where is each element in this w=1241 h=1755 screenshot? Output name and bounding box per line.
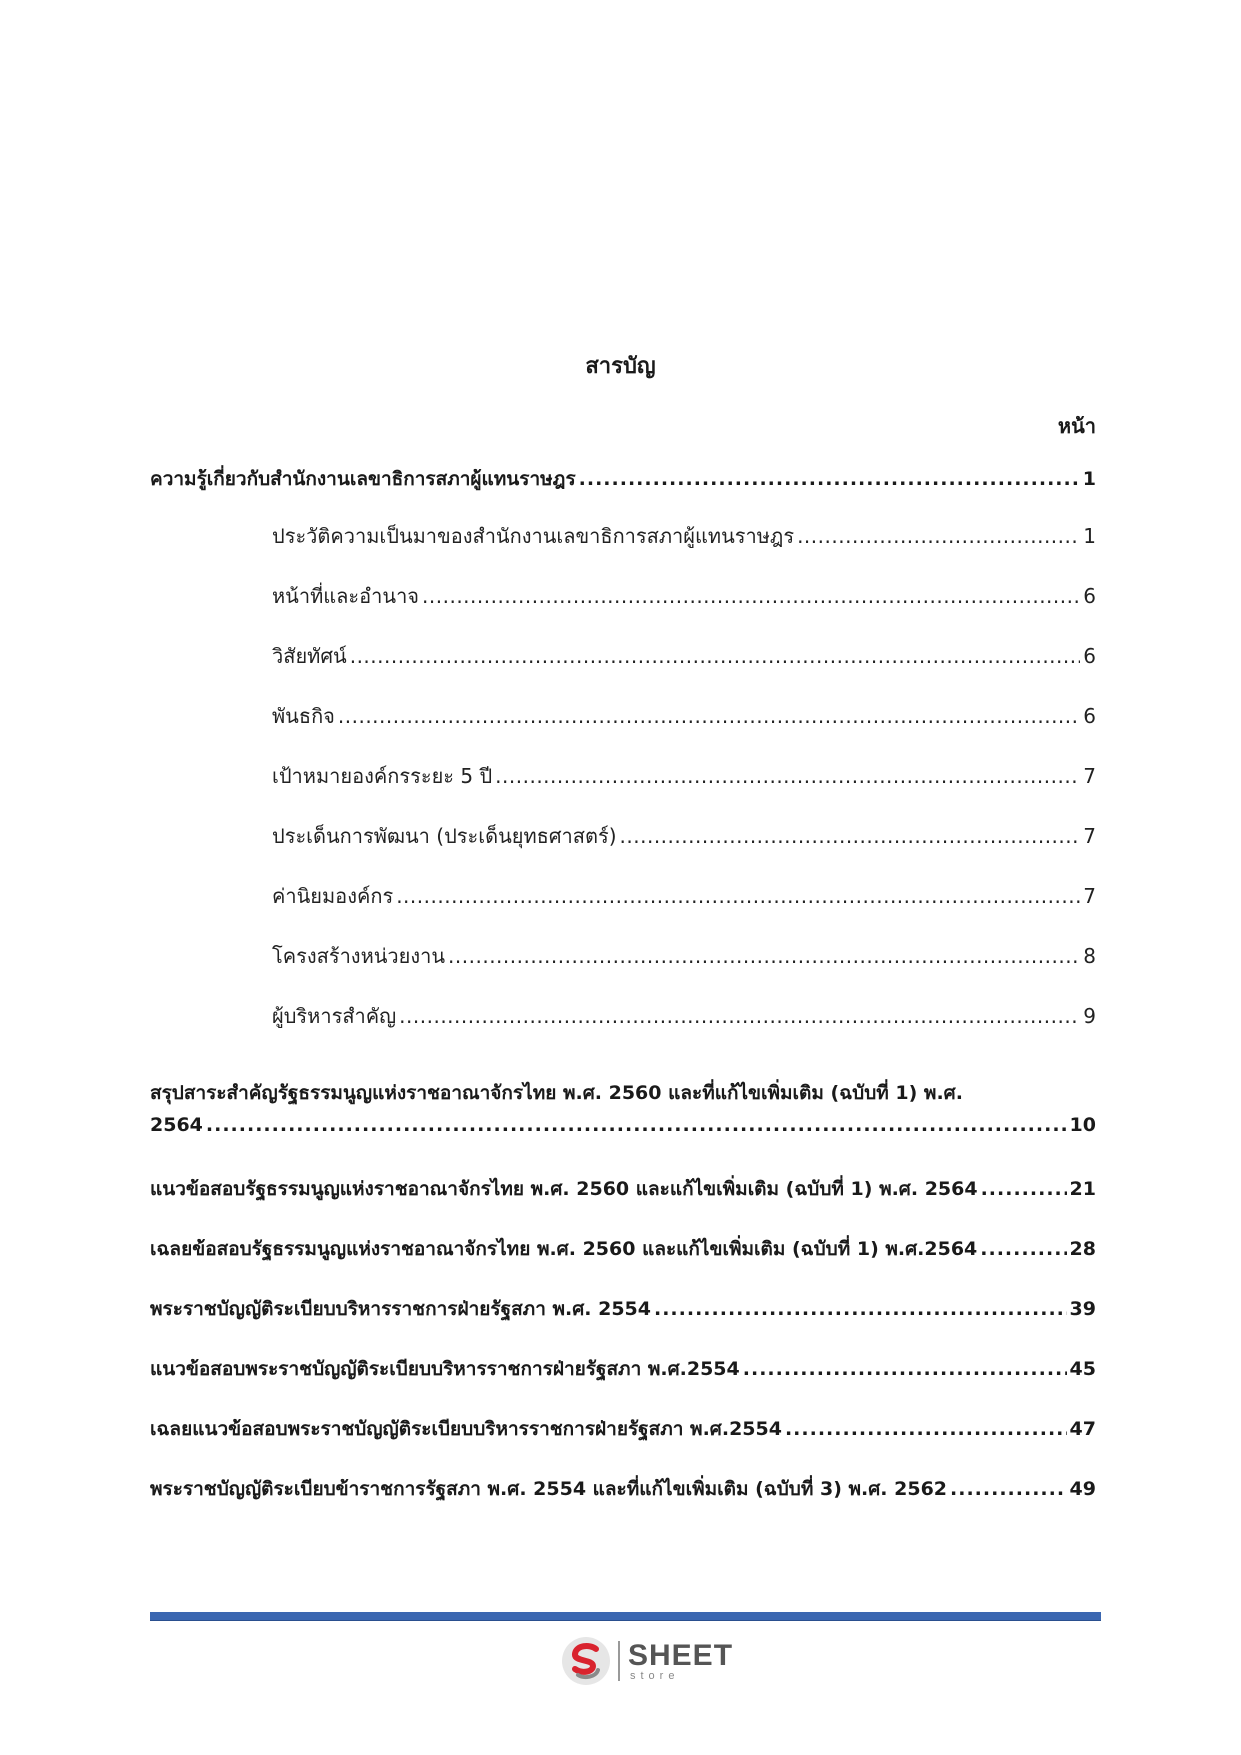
toc-entry-label: หน้าที่และอำนาจ bbox=[272, 584, 420, 608]
toc-entry-label: ค่านิยมองค์กร bbox=[272, 884, 394, 908]
toc-entry-page: 1 bbox=[1083, 524, 1096, 548]
toc-entry-sub[interactable] bbox=[272, 640, 1096, 672]
footer-rule bbox=[150, 1612, 1101, 1621]
toc-entry-page: 8 bbox=[1083, 944, 1096, 968]
toc-entry-label: ประวัติความเป็นมาของสำนักงานเลขาธิการสภาผู้แทนราษฎร bbox=[272, 524, 795, 548]
toc-entry-main-line1[interactable]: สรุปสาระสำคัญรัฐธรรมนูญแห่งราชอาณาจักรไทย พ.ศ. 2560 และที่แก้ไขเพิ่มเติม (ฉบับที่ 1) พ.ศ. bbox=[150, 1082, 963, 1104]
toc-entry-page: 47 bbox=[1069, 1418, 1096, 1440]
dot-leader bbox=[396, 884, 1080, 908]
toc-entry-sub[interactable] bbox=[272, 820, 1096, 852]
toc-entry-label: พระราชบัญญัติระเบียบข้าราชการรัฐสภา พ.ศ. 2554 และที่แก้ไขเพิ่มเติม (ฉบับที่ 3) พ.ศ. 2562 bbox=[150, 1478, 948, 1500]
toc-entry-sub[interactable] bbox=[272, 940, 1096, 972]
dot-leader bbox=[785, 1418, 1067, 1440]
toc-entry-main[interactable] bbox=[150, 1234, 1096, 1264]
dot-leader bbox=[797, 524, 1080, 548]
toc-entry-page: 6 bbox=[1083, 584, 1096, 608]
dot-leader bbox=[448, 944, 1080, 968]
page-column-label: หน้า bbox=[1057, 414, 1096, 438]
toc-entry-page: 10 bbox=[1069, 1114, 1096, 1136]
toc-entry-main[interactable] bbox=[150, 464, 1096, 494]
toc-entry-page: 21 bbox=[1069, 1178, 1096, 1200]
dot-leader bbox=[206, 1114, 1067, 1136]
toc-entry-page: 7 bbox=[1083, 764, 1096, 788]
toc-entry-main[interactable] bbox=[150, 1474, 1096, 1504]
toc-entry-page: 7 bbox=[1083, 824, 1096, 848]
dot-leader bbox=[654, 1298, 1067, 1320]
toc-entry-main[interactable] bbox=[150, 1294, 1096, 1324]
dot-leader bbox=[981, 1178, 1067, 1200]
toc-entry-sub[interactable] bbox=[272, 880, 1096, 912]
toc-entry-page: 49 bbox=[1069, 1478, 1096, 1500]
dot-leader bbox=[350, 644, 1081, 668]
toc-entry-main[interactable] bbox=[150, 1354, 1096, 1384]
toc-entry-label: เฉลยแนวข้อสอบพระราชบัญญัติระเบียบบริหารราชการฝ่ายรัฐสภา พ.ศ.2554 bbox=[150, 1418, 782, 1440]
logo-divider bbox=[618, 1641, 620, 1681]
dot-leader bbox=[399, 1004, 1080, 1028]
toc-entry-page: 45 bbox=[1069, 1358, 1096, 1380]
toc-entry-label: 2564 bbox=[150, 1114, 203, 1136]
toc-entry-label: แนวข้อสอบรัฐธรรมนูญแห่งราชอาณาจักรไทย พ.ศ. 2560 และแก้ไขเพิ่มเติม (ฉบับที่ 1) พ.ศ. 2564 bbox=[150, 1178, 978, 1200]
toc-entry-label: พระราชบัญญัติระเบียบบริหารราชการฝ่ายรัฐสภา พ.ศ. 2554 bbox=[150, 1298, 651, 1320]
dot-leader bbox=[422, 584, 1080, 608]
toc-entry-sub[interactable] bbox=[272, 520, 1096, 552]
toc-entry-label: โครงสร้างหน่วยงาน bbox=[272, 944, 446, 968]
toc-entry-page: 6 bbox=[1083, 704, 1096, 728]
toc-entry-sub[interactable] bbox=[272, 1000, 1096, 1032]
toc-entry-label: พันธกิจ bbox=[272, 704, 335, 728]
dot-leader bbox=[495, 764, 1080, 788]
toc-entry-page: 7 bbox=[1083, 884, 1096, 908]
toc-entry-label: ผู้บริหารสำคัญ bbox=[272, 1004, 397, 1028]
toc-entry-page: 9 bbox=[1083, 1004, 1096, 1028]
toc-entry-main[interactable] bbox=[150, 1114, 1096, 1136]
toc-entry-sub[interactable] bbox=[272, 580, 1096, 612]
dot-leader bbox=[620, 824, 1081, 848]
toc-entry-label: ประเด็นการพัฒนา (ประเด็นยุทธศาสตร์) bbox=[272, 824, 617, 848]
toc-entry-label: วิสัยทัศน์ bbox=[272, 644, 347, 668]
dot-leader bbox=[579, 468, 1080, 490]
toc-entry-sub[interactable] bbox=[272, 760, 1096, 792]
toc-entry-label: แนวข้อสอบพระราชบัญญัติระเบียบบริหารราชการฝ่ายรัฐสภา พ.ศ.2554 bbox=[150, 1358, 740, 1380]
toc-entry-label: ความรู้เกี่ยวกับสำนักงานเลขาธิการสภาผู้แทนราษฎร bbox=[150, 468, 576, 490]
toc-entry-page: 28 bbox=[1069, 1238, 1096, 1260]
toc-entry-label: เป้าหมายองค์กรระยะ 5 ปี bbox=[272, 764, 493, 788]
sheet-store-logo-icon bbox=[560, 1635, 612, 1687]
page-title: สารบัญ bbox=[585, 354, 656, 379]
logo-word: SHEET bbox=[628, 1638, 734, 1672]
toc-entry-page: 1 bbox=[1082, 468, 1096, 490]
sheet-store-logo bbox=[560, 1635, 740, 1687]
toc-entry-page: 6 bbox=[1083, 644, 1096, 668]
toc-entry-label: เฉลยข้อสอบรัฐธรรมนูญแห่งราชอาณาจักรไทย พ.ศ. 2560 และแก้ไขเพิ่มเติม (ฉบับที่ 1) พ.ศ.2564 bbox=[150, 1238, 978, 1260]
toc-entry-page: 39 bbox=[1069, 1298, 1096, 1320]
dot-leader bbox=[950, 1478, 1067, 1500]
dot-leader bbox=[980, 1238, 1066, 1260]
toc-entry-main[interactable] bbox=[150, 1414, 1096, 1444]
logo-subword: store bbox=[630, 1669, 680, 1682]
dot-leader bbox=[743, 1358, 1067, 1380]
dot-leader bbox=[338, 704, 1080, 728]
toc-entry-sub[interactable] bbox=[272, 700, 1096, 732]
toc-entry-main[interactable] bbox=[150, 1174, 1096, 1204]
